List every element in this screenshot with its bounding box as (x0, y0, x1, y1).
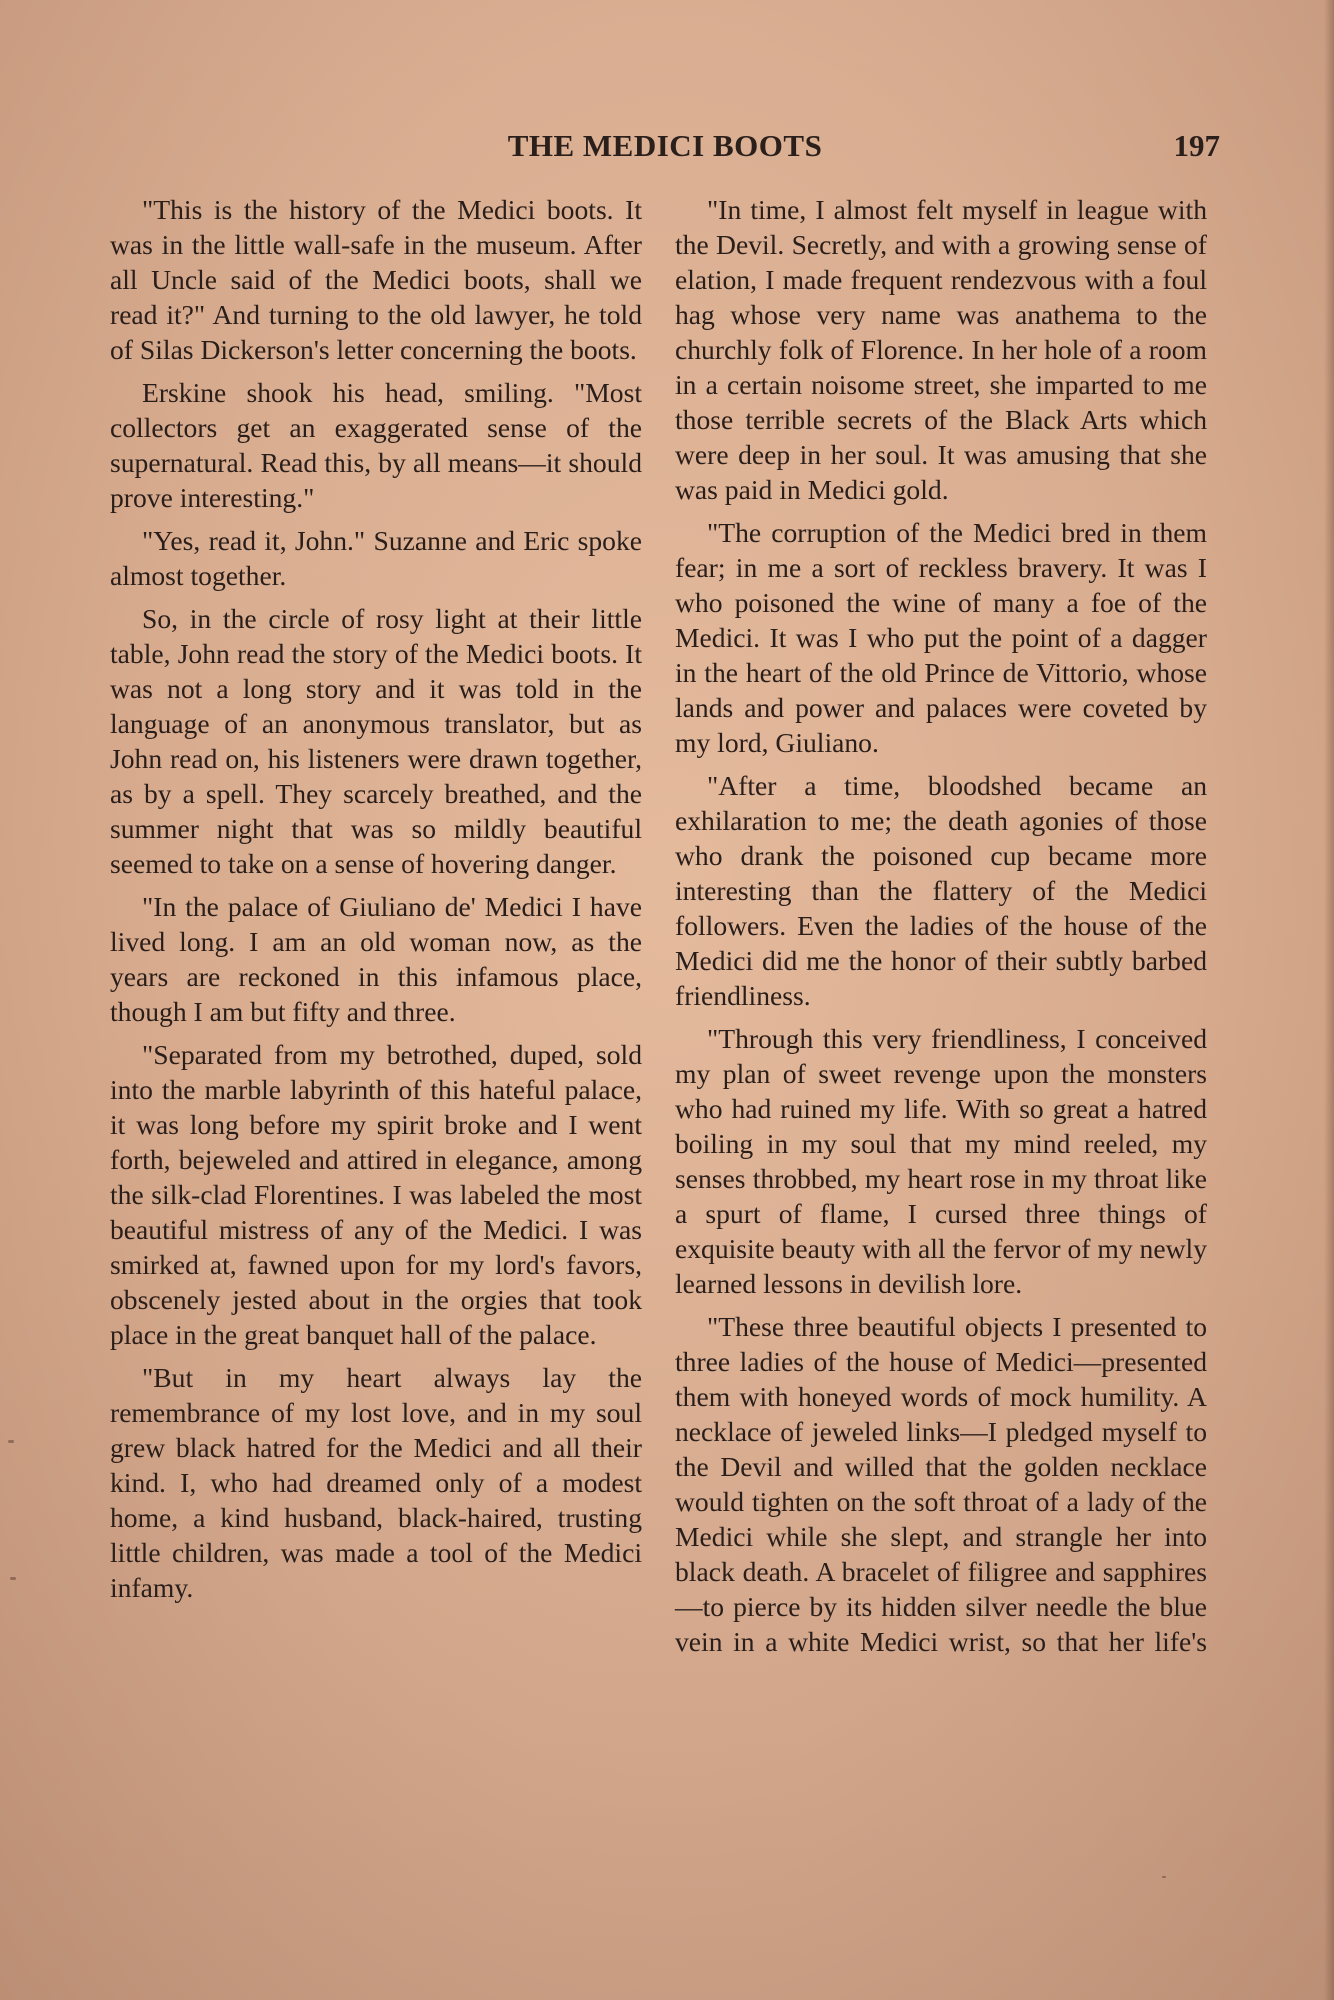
paragraph: "Through this very friendliness, I conceived my plan of sweet revenge upon the monsters who had ruined my life. With so great a hatred boiling in my soul that my mind reeled, my senses throbbed, my heart rose in my throat like a spurt of flame, I cursed three things of exquisite beauty with all the fervor of my newly learned lessons in devilish lore. (675, 1023, 1207, 1299)
running-title: THE MEDICI BOOTS (507, 128, 823, 163)
left-column (110, 192, 642, 1613)
page-number: 197 (1173, 128, 1220, 163)
paragraph: "Separated from my betrothed, duped, sold into the marble labyrinth of this hateful palace, it was long before my spirit broke and I went forth, bejeweled and attired in elegance, among the silk-clad Florentines. I was labeled the most beautiful mistress of any of the Medici. I was smirked at, fawned upon for my lord's favors, obscenely jested about in the orgies that took place in the great banquet hall of the palace. (110, 1039, 642, 1350)
paper-speck (1162, 1876, 1166, 1878)
paragraph: "In time, I almost felt myself in league with the Devil. Secretly, and with a growing sense of elation, I made frequent rendezvous with a foul hag whose very name was anathema to the churchly folk of Florence. In her hole of a room in a certain noisome street, she imparted to me those terrible secrets of the Black Arts which were deep in her soul. It was amusing that she was paid in Medici gold. (675, 194, 1207, 505)
paragraph: So, in the circle of rosy light at their little table, John read the story of the Medici boots. It was not a long story and it was told in the language of an anonymous translator, but as John read on, his listeners were drawn together, as by a spell. They scarcely breathed, and the summer night that was so mildly beautiful seemed to take on a sense of hovering danger. (110, 603, 642, 879)
running-head (110, 128, 1220, 168)
paper-speck (8, 1440, 14, 1443)
paragraph: "The corruption of the Medici bred in them fear; in me a sort of reckless bravery. It was I who poisoned the wine of many a foe of the Medici. It was I who put the point of a dagger in the heart of the old Prince de Vittorio, whose lands and power and palaces were coveted by my lord, Giuliano. (675, 517, 1207, 758)
paper-speck (10, 1577, 16, 1580)
paragraph: "But in my heart always lay the remembrance of my lost love, and in my soul grew black hatred for the Medici and all their kind. I, who had dreamed only of a modest home, a kind husband, black-haired, trusting little children, was made a tool of the Medici infamy. (110, 1362, 642, 1603)
paragraph: Erskine shook his head, smiling. "Most collectors get an exaggerated sense of the supernatural. Read this, by all means—it should prove interesting." (110, 377, 642, 513)
paragraph: "This is the history of the Medici boots. It was in the little wall-safe in the museum. After all Uncle said of the Medici boots, shall we read it?" And turning to the old lawyer, he told of Silas Dickerson's letter concerning the boots. (110, 194, 642, 365)
paragraph: "In the palace of Giuliano de' Medici I have lived long. I am an old woman now, as the years are reckoned in this infamous place, though I am but fifty and three. (110, 891, 642, 1027)
paragraph: "Yes, read it, John." Suzanne and Eric spoke almost together. (110, 525, 642, 591)
paragraph: "These three beautiful objects I presented to three ladies of the house of Medici—presented them with honeyed words of mock humility. A necklace of jeweled links—I pledged myself to the Devil and willed that the golden necklace would tighten on the soft throat of a lady of the Medici while she slept, and strangle her into black death. A bracelet of filigree and sapphires—to pierce by its hidden silver needle the blue vein in a white Medici wrist, so that her life's (675, 1311, 1207, 1657)
right-column (675, 192, 1207, 1667)
paragraph: "After a time, bloodshed became an exhilaration to me; the death agonies of those who drank the poisoned cup became more interesting than the flattery of the Medici followers. Even the ladies of the house of the Medici did me the honor of their subtly barbed friendliness. (675, 770, 1207, 1011)
